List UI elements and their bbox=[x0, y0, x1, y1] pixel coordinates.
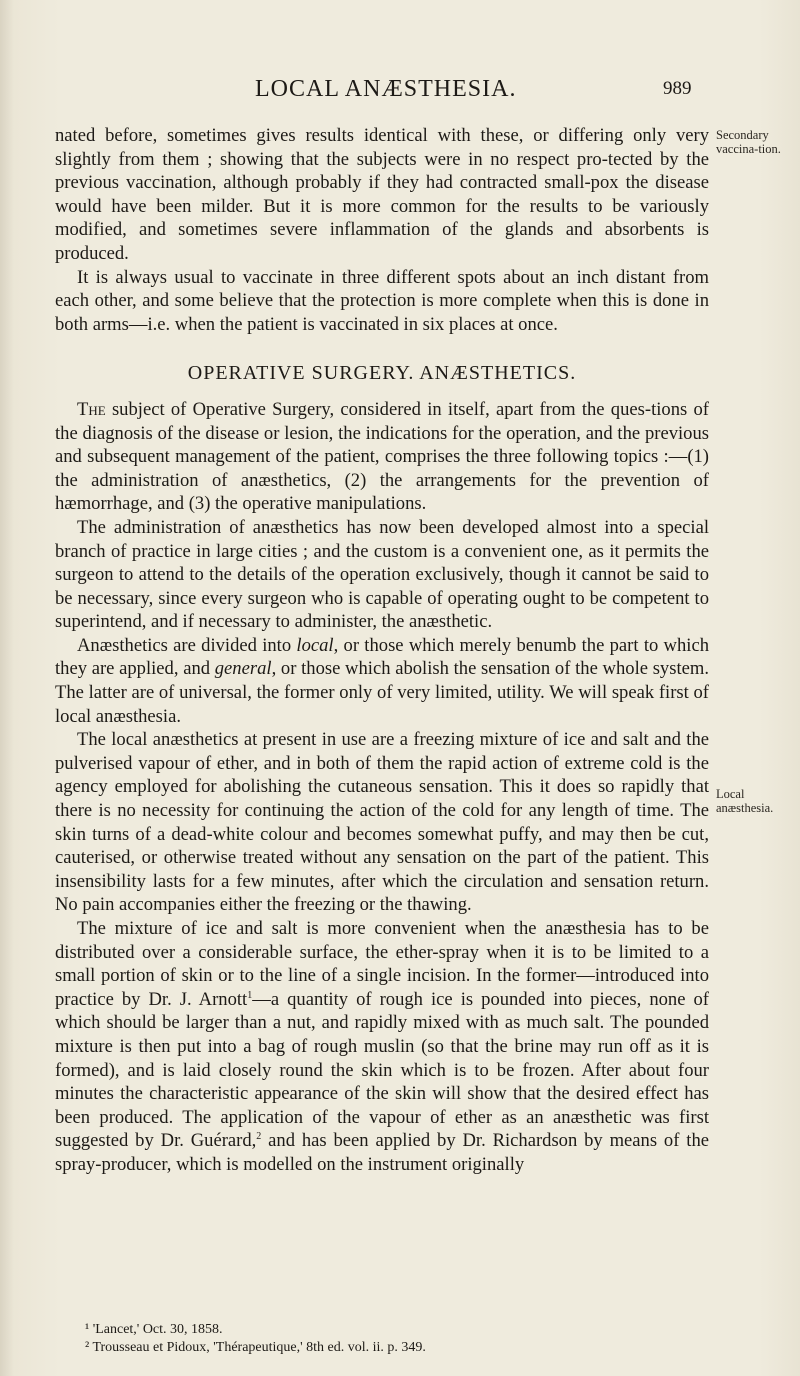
section-heading: OPERATIVE SURGERY. ANÆSTHETICS. bbox=[187, 362, 577, 385]
footnote-2: ² Trousseau et Pidoux, 'Thérapeutique,' 8th ed. vol. ii. p. 349. bbox=[85, 1340, 426, 1355]
text-run: , or those which abolish the sensation of the whole system. The latter are of universal, the former only of very limited, utility. We will speak first of local anæsthesia. bbox=[55, 658, 709, 727]
body-text bbox=[55, 124, 709, 1177]
footnote-ref-1[interactable]: 1 bbox=[247, 989, 253, 1001]
text-run: and has been applied by Dr. Richardson by means of the spray-producer, which is modelled on the instrument originally bbox=[55, 1130, 709, 1175]
paragraph-operative-surgery bbox=[55, 398, 709, 516]
marginal-note-local-anaesthesia: Local anæsthesia. bbox=[716, 787, 774, 815]
marginal-note-secondary-vaccination: Secondary vaccina-tion. bbox=[716, 128, 781, 156]
term-local: local bbox=[296, 634, 334, 656]
term-general: general bbox=[214, 658, 272, 680]
footnote-ref-2[interactable]: 2 bbox=[256, 1131, 262, 1143]
text-run: The mixture of ice and salt is more convenient when the anæsthesia has to be distributed over a considerable surface, the ether-spray when it is to be limited to a small portion of skin or to the line of a single incision. In the former—introduced into practice by Dr. J. Arnott bbox=[55, 918, 709, 1010]
page-header bbox=[0, 76, 800, 106]
text-run: , or those which merely benumb the part to which they are applied, and bbox=[55, 634, 710, 680]
footnote-1: ¹ 'Lancet,' Oct. 30, 1858. bbox=[85, 1322, 223, 1337]
paragraph-vaccination-results: nated before, sometimes gives results identical with these, or differing only very slightly from them ; showing that the subjects were in no respect pro-tected by the previous vaccination, although probably if they had contracted small-pox the disease would have been milder. But it is more common for the results to be variously modified, and sometimes severe inflammation of the glands and absorbents is produced. bbox=[55, 125, 709, 264]
paragraph-anaesthetic-types bbox=[55, 634, 709, 728]
running-head: LOCAL ANÆSTHESIA. bbox=[255, 76, 517, 102]
paragraph-administration: The administration of anæsthetics has now been developed almost into a special branch of practice in large cities ; and the custom is a convenient one, as it permits the surgeon to attend to the details of the operation exclusively, though it cannot be said to be necessary, since every surgeon who is capable of operating ought to be competent to superintend, and if necessary to administer, the anæsthetic. bbox=[55, 516, 709, 633]
text-run: Anæsthetics are divided into bbox=[77, 634, 297, 656]
lead-word: The bbox=[77, 398, 106, 420]
page-number: 989 bbox=[663, 78, 692, 99]
paragraph-vaccination-spots: It is always usual to vaccinate in three different spots about an inch distant from each other, and some believe that the protection is more complete when this is done in both arms—i.e. when the patient is vaccinated in six places at once. bbox=[55, 266, 709, 335]
paragraph-local-anaesthetics: The local anæsthetics at present in use are a freezing mixture of ice and salt and the pulverised vapour of ether, and in both of them the rapid action of extreme cold is the agency employed for abolishing the cutaneous sensation. This it does so rapidly that there is no necessity for continuing the action of the cold for any length of time. The skin turns of a dead-white colour and becomes somewhat puffy, and may then be cut, cauterised, or otherwise treated without any sensation on the part of the patient. This insensibility lasts for a few minutes, after which the circulation and sensation return. No pain accompanies either the freezing or the thawing. bbox=[55, 729, 709, 916]
footnotes bbox=[55, 1321, 709, 1357]
text-run: —a quantity of rough ice is pounded into pieces, none of which should be larger than a nut, and rapidly mixed with as much salt. The pounded mixture is then put into a bag of rough muslin (so that the brine may run off as it is formed), and is laid closely round the skin which is to be frozen. After about four minutes the characteristic appearance of the skin will show that the desired effect has been produced. The application of the vapour of ether as an anæsthetic was first suggested by Dr. Guérard, bbox=[55, 988, 709, 1152]
paragraph-operative-surgery-text: subject of Operative Surgery, considered in itself, apart from the ques-tions of the diagnosis of the disease or lesion, the indications for the operation, and the previous and subsequent management of the patient, comprises the three following topics :—(1) the administration of anæsthetics, (2) the arrangements for the prevention of hæmorrhage, and (3) the operative manipulations. bbox=[55, 398, 709, 515]
paragraph-ice-and-salt bbox=[55, 917, 709, 1177]
